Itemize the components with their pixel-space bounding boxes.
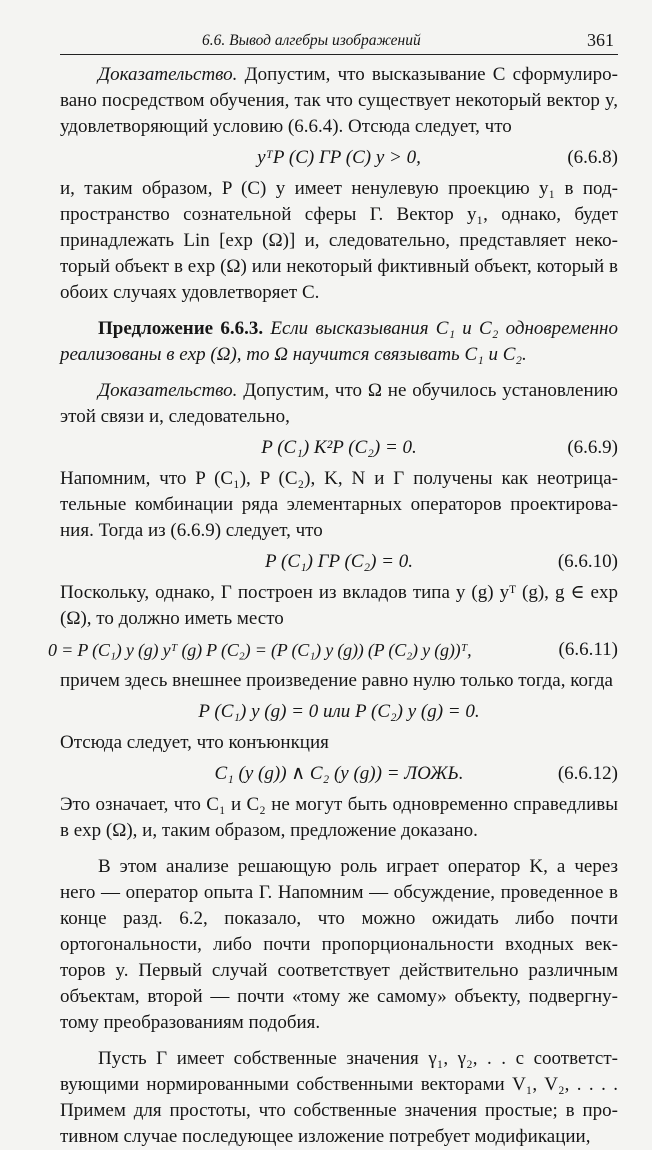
proposition-label: Предложение 6.6.3. [98, 318, 264, 339]
equation-number: (6.6.11) [558, 639, 618, 660]
equation-6-6-12 [60, 761, 618, 787]
paragraph-7: Отсюда следует, что конъюнкция [60, 732, 329, 753]
equation-number: (6.6.9) [567, 437, 618, 458]
paragraph-9: В этом анализе решающую роль играет оператор K, а через него — оператор опыта Γ. Напомним — обсуждение, проведенное в конце разд. 6.2, показало, что можно ожидать либо почти ортогональности, либо почти пропорциональности входных векторов y. Первый случай соответствует действительно различным объектам, второй — почти «тому же самому» объекту, подвергнутому преобразованиям подобия. [60, 856, 618, 1033]
equation-formula: C₁ (y (g)) ∧ C₂ (y (g)) = ЛОЖЬ. [214, 763, 464, 784]
equation-number: (6.6.8) [567, 147, 618, 168]
paragraph-10: Пусть Γ имеет собственные значения γ₁, γ₂, . . с соответствующими нормированными собственными векторами V₁, V₂, . . . . Примем для простоты, что собственные значения простые; в противном случае последующее изложение потребует модификации, [60, 1048, 618, 1147]
equation-number: (6.6.10) [557, 551, 618, 572]
page-number: 361 [587, 30, 614, 50]
proposition-text: Если высказывания C₁ и C₂ одновременно реализованы в exp (Ω), то Ω научится связывать C₁ и C₂. [60, 318, 618, 365]
page-body [48, 62, 618, 1150]
proof-paragraph-2 [60, 378, 618, 430]
equation-formula: yᵀP (C) ΓP (C) y > 0, [257, 147, 421, 168]
equation-6-6-11 [48, 637, 618, 663]
proof-paragraph-1 [60, 62, 618, 140]
proof-label: Доказательство. [98, 380, 238, 401]
paragraph-2: и, таким образом, P (C) y имеет ненулевую проекцию y₁ в подпространство сознательной сферы Γ. Вектор y₁, однако, будет принадлежать Lin [exp (Ω)] и, следовательно, представляет некоторый объект в exp (Ω) или некоторый фиктивный объект, который в обоих случаях удовлетворяет C. [60, 178, 618, 303]
paragraph-8: Это означает, что C₁ и C₂ не могут быть одновременно справедливы в exp (Ω), и, таким образом, предложение доказано. [60, 794, 618, 841]
equation-6-6-8 [60, 145, 618, 171]
paragraph-text: Допустим, что Ω не обучилось установлению этой связи и, следовательно, [60, 380, 618, 427]
equation-formula: P (C₁) y (g) = 0 или P (C₂) y (g) = 0. [198, 701, 480, 722]
section-title: 6.6. Вывод алгебры изображений [202, 32, 421, 49]
equation-formula: P (C₁) K²P (C₂) = 0. [261, 437, 417, 458]
equation-unnumbered [60, 699, 618, 725]
proof-label: Доказательство. [98, 64, 238, 85]
paragraph-text: Допустим, что высказывание C сформулировано посредством обучения, так что существует некоторый вектор y, удовлетворяющий условию (6.6.4). Отсюда следует, что [60, 64, 618, 137]
equation-formula: P (C₁) ΓP (C₂) = 0. [264, 551, 414, 572]
equation-number: (6.6.12) [557, 763, 618, 784]
paragraph-5: Поскольку, однако, Γ построен из вкладов типа y (g) yᵀ (g), g ∈ exp (Ω), то должно иметь место [60, 582, 618, 629]
equation-6-6-9 [60, 435, 618, 461]
paragraph-4: Напомним, что P (C₁), P (C₂), K, N и Γ получены как неотрицательные комбинации ряда элементарных операторов проектирования. Тогда из (6.6.9) следует, что [60, 468, 618, 541]
equation-6-6-10 [60, 549, 618, 575]
equation-formula: 0 = P (C₁) y (g) yᵀ (g) P (C₂) = (P (C₁) y (g)) (P (C₂) y (g))ᵀ, [48, 640, 472, 660]
proposition-6-6-3 [60, 316, 618, 368]
running-header [60, 30, 618, 55]
paragraph-6: причем здесь внешнее произведение равно нулю только тогда, когда [60, 670, 613, 691]
